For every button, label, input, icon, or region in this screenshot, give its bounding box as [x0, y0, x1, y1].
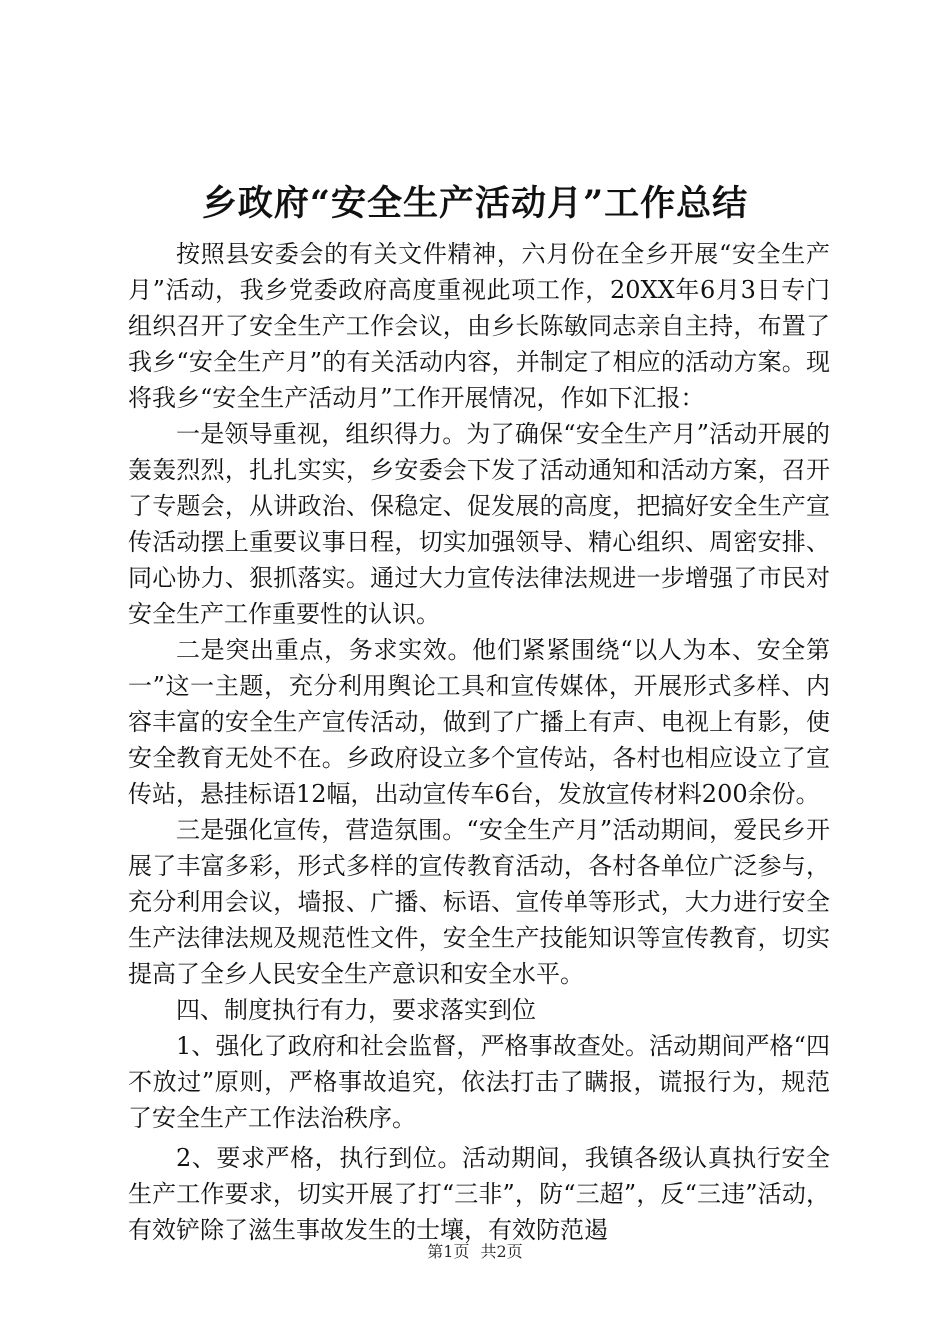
- paragraph-requirements: 2、要求严格，执行到位。活动期间，我镇各级认真执行安全生产工作要求，切实开展了打“三非”，防“三超”，反“三违”活动，有效铲除了滋生事故发生的士壤，有效防范遏: [128, 1144, 830, 1244]
- page-total: 共2页: [480, 1242, 523, 1261]
- paragraph-intro: 按照县安委会的有关文件精神，六月份在全乡开展“安全生产月”活动，我乡党委政府高度重视此项工作，20XX年6月3日专门组织召开了安全生产工作会议，由乡长陈敏同志亲自主持，布置了我乡“安全生产月”的有关活动内容，并制定了相应的活动方案。现将我乡“安全生产活动月”工作开展情况，作如下汇报：: [128, 240, 830, 412]
- paragraph-leadership: 一是领导重视，组织得力。为了确保“安全生产月”活动开展的轰轰烈烈，扎扎实实，乡安委会下发了活动通知和活动方案，召开了专题会，从讲政治、保稳定、促发展的高度，把搞好安全生产宣传活动摆上重要议事日程，切实加强领导、精心组织、周密安排、同心协力、狠抓落实。通过大力宣传法律法规进一步增强了市民对安全生产工作重要性的认识。: [128, 420, 830, 628]
- page-footer: [0, 1240, 950, 1264]
- paragraph-focus: 二是突出重点，务求实效。他们紧紧围绕“以人为本、安全第一”这一主题，充分利用舆论工具和宣传媒体，开展形式多样、内容丰富的安全生产宣传活动，做到了广播上有声、电视上有影，使安全教育无处不在。乡政府设立多个宣传站，各村也相应设立了宣传站，悬挂标语12幅，出动宣传车6台，发放宣传材料200余份。: [128, 636, 830, 808]
- paragraph-supervision: 1、强化了政府和社会监督，严格事故查处。活动期间严格“四不放过”原则，严格事故追究，依法打击了瞒报，谎报行为，规范了安全生产工作法治秩序。: [128, 1032, 830, 1132]
- page-number: 第1页: [427, 1242, 470, 1261]
- document-body: [128, 236, 830, 1248]
- section-heading-four: 四、制度执行有力，要求落实到位: [176, 996, 536, 1024]
- document-title: 乡政府“安全生产活动月”工作总结: [201, 183, 749, 224]
- paragraph-publicity: 三是强化宣传，营造氛围。“安全生产月”活动期间，爱民乡开展了丰富多彩，形式多样的宣传教育活动，各村各单位广泛参与，充分利用会议，墙报、广播、标语、宣传单等形式，大力进行安全生产法律法规及规范性文件，安全生产技能知识等宣传教育，切实提高了全乡人民安全生产意识和安全水平。: [128, 816, 830, 988]
